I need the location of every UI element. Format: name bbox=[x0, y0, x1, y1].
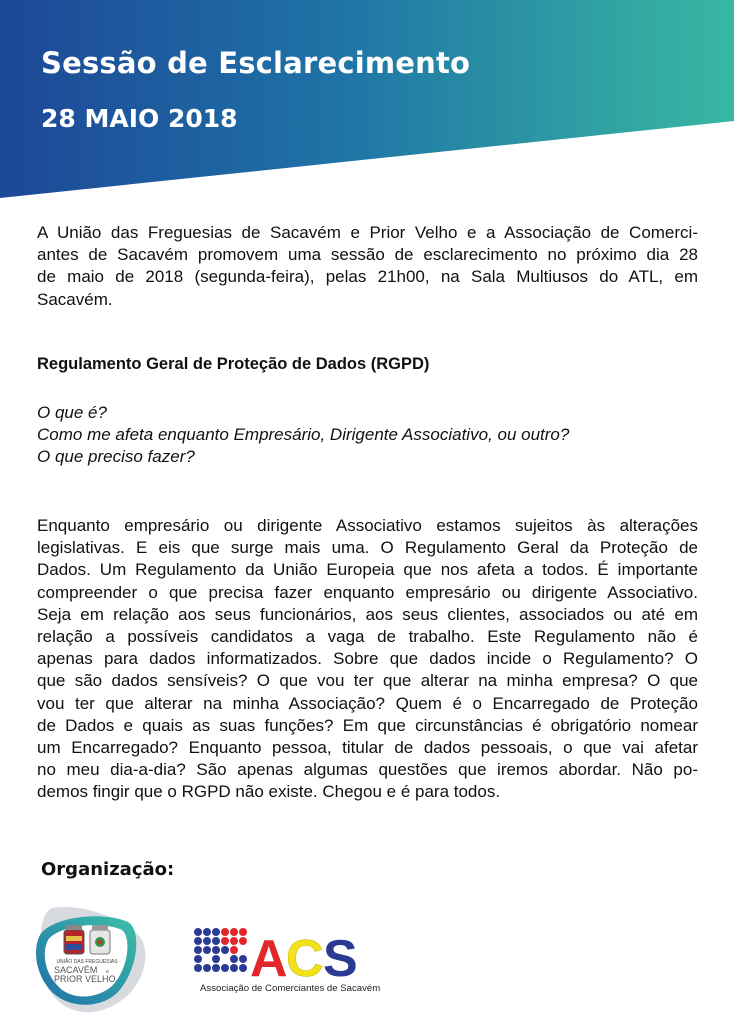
acs-dot bbox=[230, 946, 238, 954]
freguesia-logo bbox=[30, 900, 150, 1020]
question-item: Como me afeta enquanto Empresário, Dirigente Associativo, ou outro? bbox=[37, 425, 570, 445]
svg-text:C: C bbox=[286, 930, 324, 988]
text-line: demos fingir que o RGPD não existe. Chegou e é para todos. bbox=[37, 782, 501, 802]
acs-dot bbox=[194, 955, 202, 963]
acs-dot bbox=[212, 964, 220, 972]
acs-dot bbox=[203, 928, 211, 936]
svg-text:e: e bbox=[106, 969, 109, 975]
acs-dot bbox=[230, 955, 238, 963]
acs-dot bbox=[221, 964, 229, 972]
text-line: Seja em relação aos seus funcionários, aos seus clientes, associados ou até em bbox=[37, 604, 698, 624]
text-line: de Dados e quais as suas funções? Em que circunstâncias é obrigatório nomear bbox=[37, 715, 698, 735]
body-paragraph bbox=[37, 515, 698, 803]
svg-text:A: A bbox=[250, 930, 288, 988]
coat-of-arms-sacavem-icon bbox=[64, 925, 84, 954]
text-line: Dados. Um Regulamento da União Europeia que nos afeta a todos. É importante bbox=[37, 560, 698, 580]
organization-label: Organização: bbox=[41, 859, 175, 880]
text-line: apenas para dados informatizados. Sobre que dados incide o Regulamento? O bbox=[37, 649, 698, 669]
acs-dot bbox=[212, 937, 220, 945]
header-banner bbox=[0, 0, 734, 200]
acs-dot bbox=[239, 955, 247, 963]
page-title: Sessão de Esclarecimento bbox=[41, 46, 471, 80]
acs-dot bbox=[221, 937, 229, 945]
text-line: antes de Sacavém promovem uma sessão de esclarecimento no próximo dia 28 bbox=[37, 245, 698, 265]
coat-of-arms-prior-velho-icon bbox=[90, 925, 110, 954]
text-line: compreender o que precisa fazer enquanto empresário ou dirigente Associativo. bbox=[37, 582, 698, 602]
text-line: de maio de 2018 (segunda-feira), pelas 21h00, na Sala Multiusos do ATL, em bbox=[37, 267, 698, 287]
acs-dot bbox=[239, 937, 247, 945]
svg-text:PRIOR VELHO: PRIOR VELHO bbox=[54, 974, 116, 984]
acs-dots-icon bbox=[194, 928, 247, 972]
questions-list bbox=[37, 402, 569, 469]
text-line: A União das Freguesias de Sacavém e Prior Velho e a Associação de Comerci- bbox=[37, 223, 698, 242]
acs-dot bbox=[239, 928, 247, 936]
intro-paragraph bbox=[37, 222, 698, 311]
question-item: O que é? bbox=[37, 403, 107, 422]
acs-dot bbox=[212, 946, 220, 954]
text-line: que são dados sensíveis? O que vou ter que alterar na minha empresa? O que bbox=[37, 671, 698, 691]
acs-dot bbox=[194, 964, 202, 972]
acs-dot bbox=[221, 928, 229, 936]
text-line: vou ter que alterar na minha Associação? Quem é o Encarregado de Proteção bbox=[37, 693, 698, 713]
acs-dot bbox=[230, 928, 238, 936]
svg-text:UNIÃO DAS FREGUESIAS: UNIÃO DAS FREGUESIAS bbox=[56, 959, 118, 965]
svg-text:SACAVÉM: SACAVÉM bbox=[54, 965, 98, 975]
question-item: O que preciso fazer? bbox=[37, 447, 195, 467]
acs-dot bbox=[203, 937, 211, 945]
acs-dot bbox=[203, 946, 211, 954]
text-line: relação a possíveis candidatos a vaga de trabalho. Este Regulamento não é bbox=[37, 626, 698, 646]
svg-text:S: S bbox=[323, 930, 358, 988]
acs-caption: Associação de Comerciantes de Sacavém bbox=[200, 983, 381, 994]
acs-dot bbox=[212, 928, 220, 936]
acs-dot bbox=[212, 955, 220, 963]
acs-dot bbox=[221, 946, 229, 954]
acs-dot bbox=[194, 937, 202, 945]
acs-dot bbox=[203, 964, 211, 972]
text-line: Sacavém. bbox=[37, 289, 113, 309]
text-line: Enquanto empresário ou dirigente Associativo estamos sujeitos às alterações bbox=[37, 516, 698, 535]
banner-background bbox=[0, 0, 734, 200]
text-line: no meu dia-a-dia? São apenas algumas questões que iremos abordar. Não po- bbox=[37, 760, 698, 780]
acs-dot bbox=[194, 928, 202, 936]
acs-dot bbox=[230, 937, 238, 945]
acs-dot bbox=[230, 964, 238, 972]
acs-dot bbox=[239, 964, 247, 972]
acs-dot bbox=[194, 946, 202, 954]
text-line: legislativas. E eis que surge mais uma. O Regulamento Geral da Proteção de bbox=[37, 538, 698, 558]
event-date: 28 MAIO 2018 bbox=[41, 104, 238, 133]
section-heading: Regulamento Geral de Proteção de Dados (RGPD) bbox=[37, 355, 430, 373]
text-line: um Encarregado? Enquanto pessoa, titular de dados pessoais, o que vai afetar bbox=[37, 737, 698, 757]
